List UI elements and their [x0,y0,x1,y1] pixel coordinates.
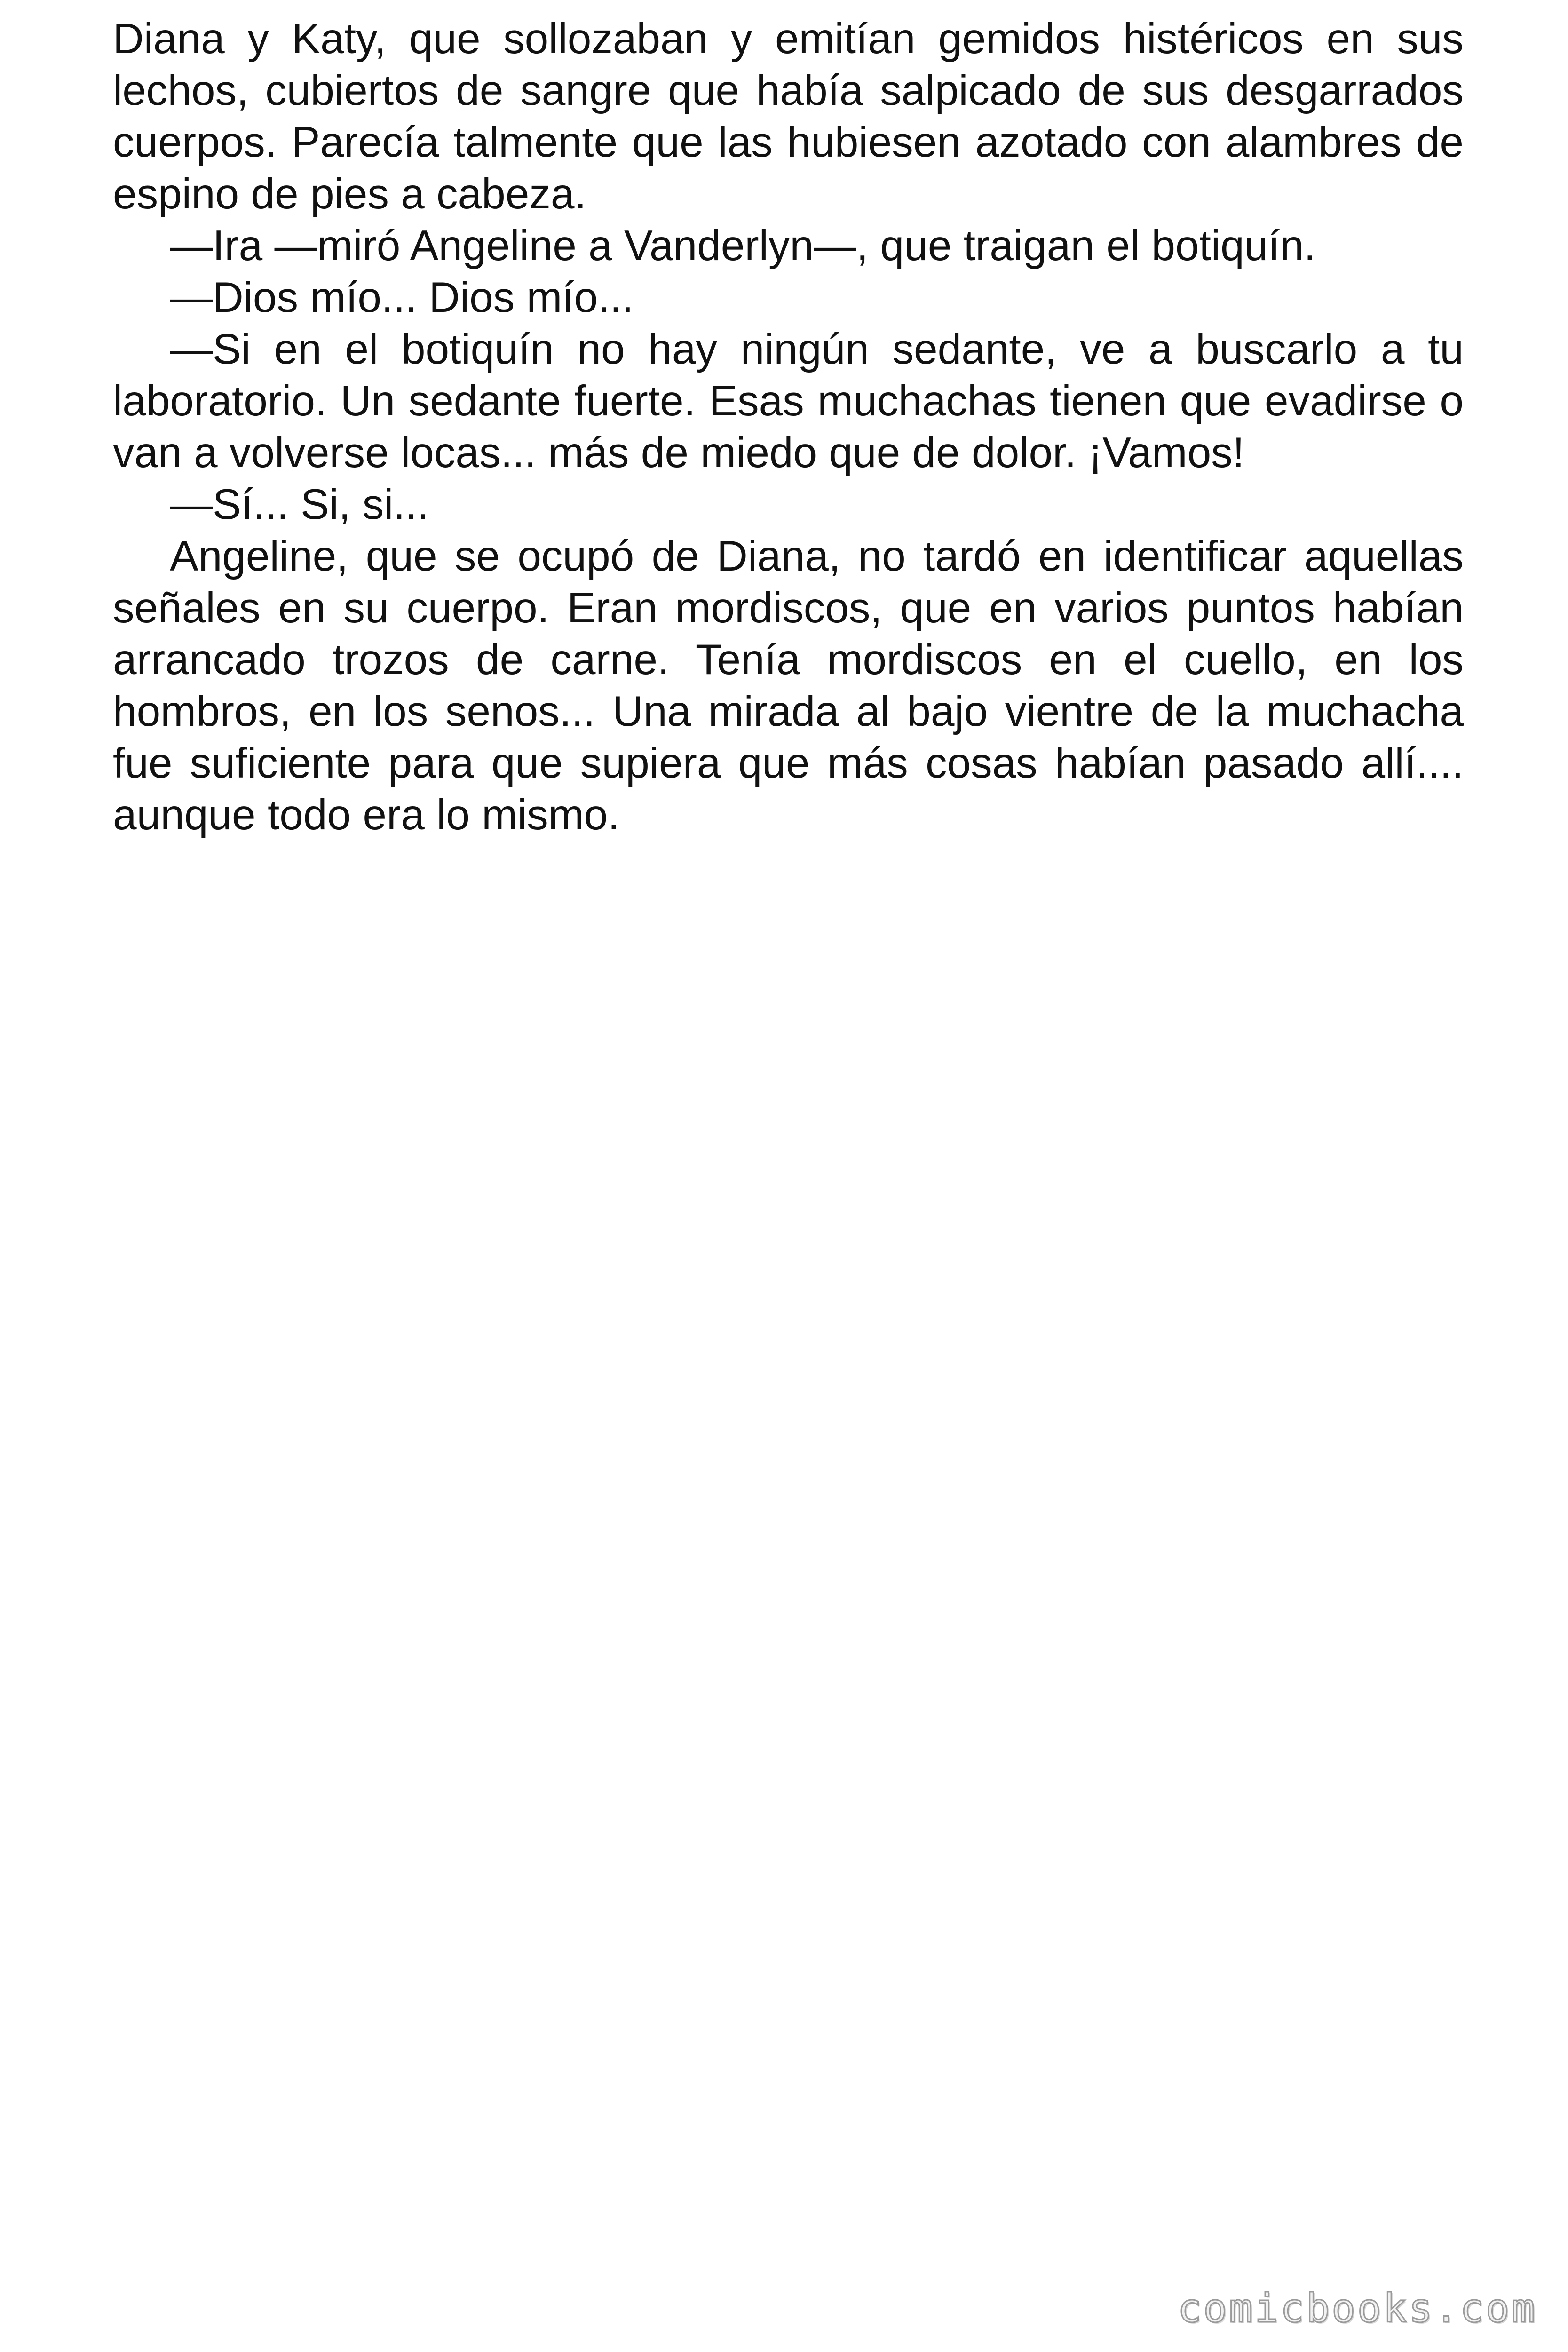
watermark: comicbooks.com [1177,2285,1537,2331]
paragraph-5: —Sí... Si, si... [170,481,429,528]
document-page [113,13,1464,841]
paragraph-4: —Si en el botiquín no hay ningún sedante, ve a buscarlo a tu laboratorio. Un sedante fuerte. Esas muchachas tienen que evadirse o van a volverse locas... más de miedo que de dolor. ¡Vamos! [113,326,1464,477]
paragraph-2: —Ira —miró Angeline a Vanderlyn—, que traigan el botiquín. [170,222,1316,270]
paragraph-6: Angeline, que se ocupó de Diana, no tardó en identificar aquellas señales en su cuerpo. Eran mordiscos, que en varios puntos habían arrancado trozos de carne. Tenía mordiscos en el cuello, en los hombros, en los senos... Una mirada al bajo vientre de la muchacha fue suficiente para que supiera que más cosas habían pasado allí.... aunque todo era lo mismo. [113,532,1464,839]
paragraph-3: —Dios mío... Dios mío... [170,274,634,321]
paragraph-1: Diana y Katy, que sollozaban y emitían gemidos histéricos en sus lechos, cubiertos de sangre que había salpicado de sus desgarrados cuerpos. Parecía talmente que las hubiesen azotado con alambres de espino de pies a cabeza. [113,15,1464,218]
